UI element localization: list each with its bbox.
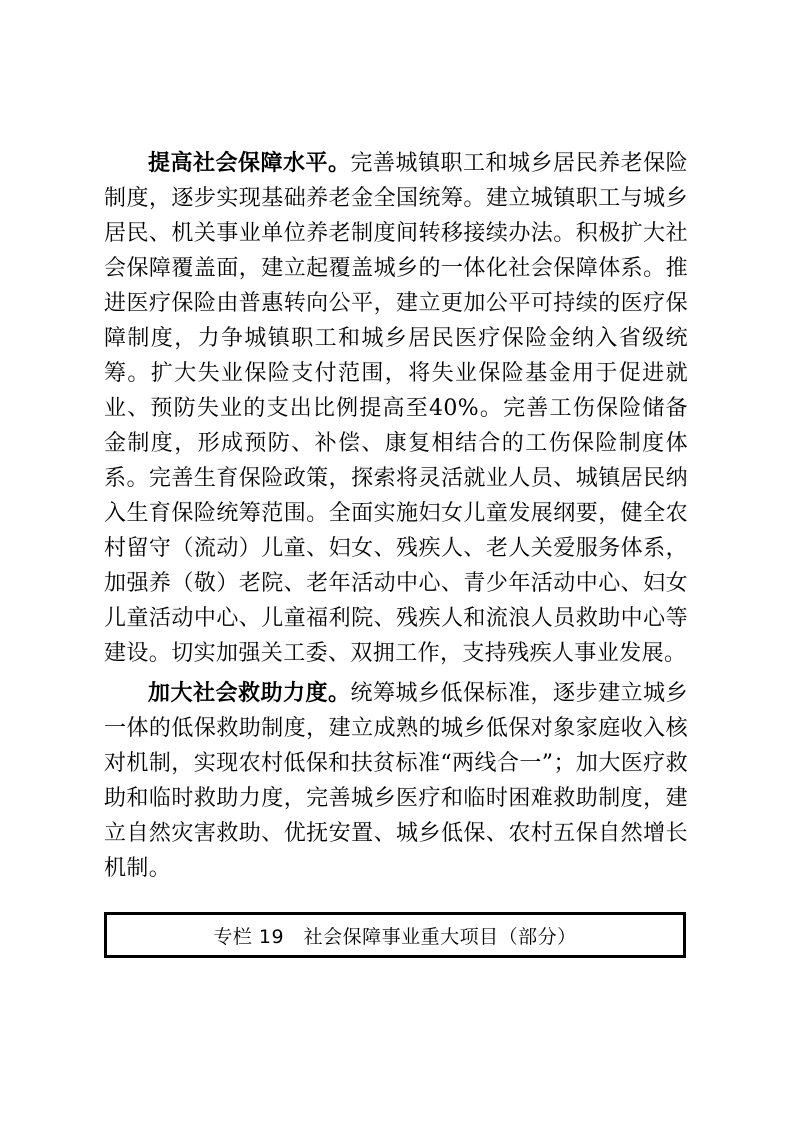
paragraph-heading: 加大社会救助力度。: [148, 681, 351, 706]
paragraph-social-security-level: [104, 146, 688, 671]
paragraph-text: 完善城镇职工和城乡居民养老保险制度，逐步实现基础养老金全国统筹。建立城镇职工与城乡居民、机关事业单位养老制度间转移接续办法。积极扩大社会保障覆盖面，建立起覆盖城乡的一体化社会保障体系。推进医疗保险由普惠转向公平，建立更加公平可持续的医疗保障制度，力争城镇职工和城乡居民医疗保险金纳入省级统筹。扩大失业保险支付范围，将失业保险基金用于促进就业、预防失业的支出比例提高至40%。完善工伤保险储备金制度，形成预防、补偿、康复相结合的工伤保险制度体系。完善生育保险政策，探索将灵活就业人员、城镇居民纳入生育保险统筹范围。全面实施妇女儿童发展纲要，健全农村留守（流动）儿童、妇女、残疾人、老人关爱服务体系，加强养（敬）老院、老年活动中心、青少年活动中心、妇女儿童活动中心、儿童福利院、残疾人和流浪人员救助中心等建设。切实加强关工委、双拥工作，支持残疾人事业发展。: [104, 151, 688, 666]
document-body: [104, 146, 688, 886]
column-box: [104, 912, 686, 958]
paragraph-text: 统筹城乡低保标准，逐步建立城乡一体的低保救助制度，建立成熟的城乡低保对象家庭收入核对机制，实现农村低保和扶贫标准“两线合一”；加大医疗救助和临时救助力度，完善城乡医疗和临时困难救助制度，建立自然灾害救助、优抚安置、城乡低保、农村五保自然增长机制。: [104, 681, 688, 881]
paragraph-heading: 提高社会保障水平。: [148, 151, 351, 176]
paragraph-social-assistance: [104, 676, 688, 886]
column-box-title: 专栏 19 社会保障事业重大项目（部分）: [213, 925, 577, 948]
